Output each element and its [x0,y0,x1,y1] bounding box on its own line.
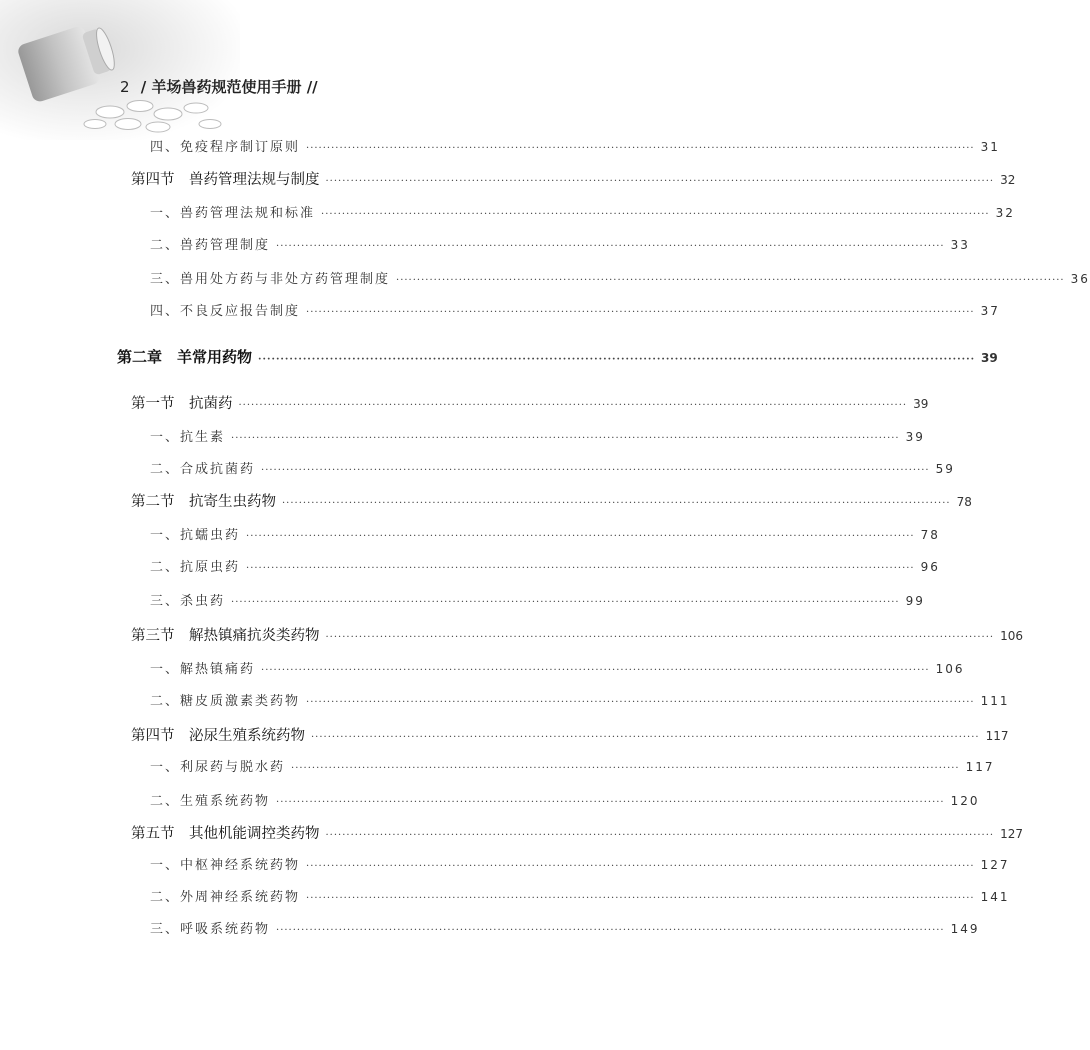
toc-item-row [150,658,965,677]
toc-entry-page: 37 [980,304,1000,318]
toc-entry-page: 39 [905,430,925,444]
toc-entry-page: 96 [920,560,940,574]
toc-entry-page: 127 [980,858,1010,872]
toc-item-row [150,234,970,253]
toc-entry-page: 99 [905,594,925,608]
toc-section-row [131,168,1016,189]
toc-item-row [150,790,980,809]
toc-entry-page: 78 [920,528,940,542]
dot-leader: ································································································································································ [325,176,995,187]
toc-entry-title: 第五节 其他机能调控类药物 [131,826,320,842]
dot-leader: ································································································································································ [261,465,930,476]
dot-leader: ································································································································································ [321,209,990,220]
toc-entry-page: 59 [935,462,955,476]
toc-entry-title: 二、合成抗菌药 [150,462,256,477]
toc-entry-title: 第二节 抗寄生虫药物 [131,494,276,510]
toc-item-row [150,524,940,543]
dot-leader: ································································································································································ [306,307,975,318]
toc-entry-title: 一、抗生素 [150,430,226,445]
dot-leader: ································································································································································ [276,797,945,808]
toc-entry-title: 四、免疫程序制订原则 [150,140,301,155]
toc-entry-page: 106 [935,662,965,676]
dot-leader: ································································································································································ [246,531,915,542]
toc-entry-title: 一、抗蠕虫药 [150,528,241,543]
toc-item-row [150,268,1090,287]
toc-item-row [150,136,1000,155]
dot-leader: ································································································································································ [311,732,980,743]
book-title: / 羊场兽药规范使用手册 // [140,78,318,96]
page-number: 2 [120,78,130,96]
toc-entry-title: 二、抗原虫药 [150,560,241,575]
dot-leader: ································································································································································ [258,354,976,365]
toc-entry-page: 117 [965,760,995,774]
dot-leader: ································································································································································ [231,433,900,444]
toc-item-row [150,756,995,775]
dot-leader: ································································································································································ [396,275,1065,286]
toc-entry-title: 第四节 泌尿生殖系统药物 [131,728,305,744]
toc-entry-title: 一、兽药管理法规和标准 [150,206,316,221]
toc-entry-page: 141 [980,890,1010,904]
dot-leader: ································································································································································ [306,143,975,154]
toc-entry-title: 二、生殖系统药物 [150,794,271,809]
toc-entry-page: 149 [950,922,980,936]
toc-entry-page: 39 [981,351,998,365]
toc-entry-title: 一、中枢神经系统药物 [150,858,301,873]
dot-leader: ································································································································································ [306,893,975,904]
dot-leader: ································································································································································ [325,632,995,643]
dot-leader: ································································································································································ [325,830,995,841]
toc-section-row [131,822,1023,843]
toc-entry-page: 120 [950,794,980,808]
toc-entry-page: 117 [985,729,1009,743]
toc-entry-title: 三、兽用处方药与非处方药管理制度 [150,272,391,287]
dot-leader: ································································································································································ [306,861,975,872]
toc-entry-page: 106 [1000,629,1023,643]
toc-section-row [131,392,929,413]
toc-item-row [150,458,955,477]
toc-item-row [150,590,925,609]
dot-leader: ································································································································································ [238,400,908,411]
dot-leader: ································································································································································ [282,498,951,509]
toc-entry-page: 36 [1070,272,1090,286]
toc-item-row [150,886,1010,905]
toc-entry-title: 第二章 羊常用药物 [117,348,253,366]
toc-item-row [150,202,1015,221]
toc-entry-page: 111 [980,694,1010,708]
toc-item-row [150,918,980,937]
dot-leader: ································································································································································ [231,597,900,608]
toc-section-row [131,724,1009,745]
toc-entry-title: 一、解热镇痛药 [150,662,256,677]
toc-item-row [150,426,925,445]
toc-entry-title: 第三节 解热镇痛抗炎类药物 [131,628,320,644]
toc-entry-title: 四、不良反应报告制度 [150,304,301,319]
dot-leader: ································································································································································ [306,697,975,708]
dot-leader: ································································································································································ [276,241,945,252]
toc-chapter-row [117,346,998,367]
toc-item-row [150,300,1000,319]
toc-entry-title: 三、杀虫药 [150,594,226,609]
toc-entry-title: 二、兽药管理制度 [150,238,271,253]
toc-entry-title: 三、呼吸系统药物 [150,922,271,937]
toc-entry-page: 31 [980,140,1000,154]
toc-entry-page: 78 [956,495,972,509]
toc-entry-page: 33 [950,238,970,252]
toc-entry-title: 二、糖皮质激素类药物 [150,694,301,709]
dot-leader: ································································································································································ [261,665,930,676]
toc-entry-page: 32 [1000,173,1016,187]
dot-leader: ································································································································································ [246,563,915,574]
toc-entry-title: 二、外周神经系统药物 [150,890,301,905]
toc-item-row [150,690,1010,709]
toc-section-row [131,490,972,511]
toc-entry-title: 第四节 兽药管理法规与制度 [131,172,320,188]
toc-entry-title: 第一节 抗菌药 [131,396,233,412]
toc-entry-page: 32 [995,206,1015,220]
toc-item-row [150,854,1010,873]
dot-leader: ································································································································································ [276,925,945,936]
dot-leader: ································································································································································ [291,763,960,774]
toc-entry-page: 127 [1000,827,1023,841]
toc-item-row [150,556,940,575]
toc-entry-page: 39 [913,397,929,411]
toc-entry-title: 一、利尿药与脱水药 [150,760,286,775]
toc-section-row [131,624,1023,645]
